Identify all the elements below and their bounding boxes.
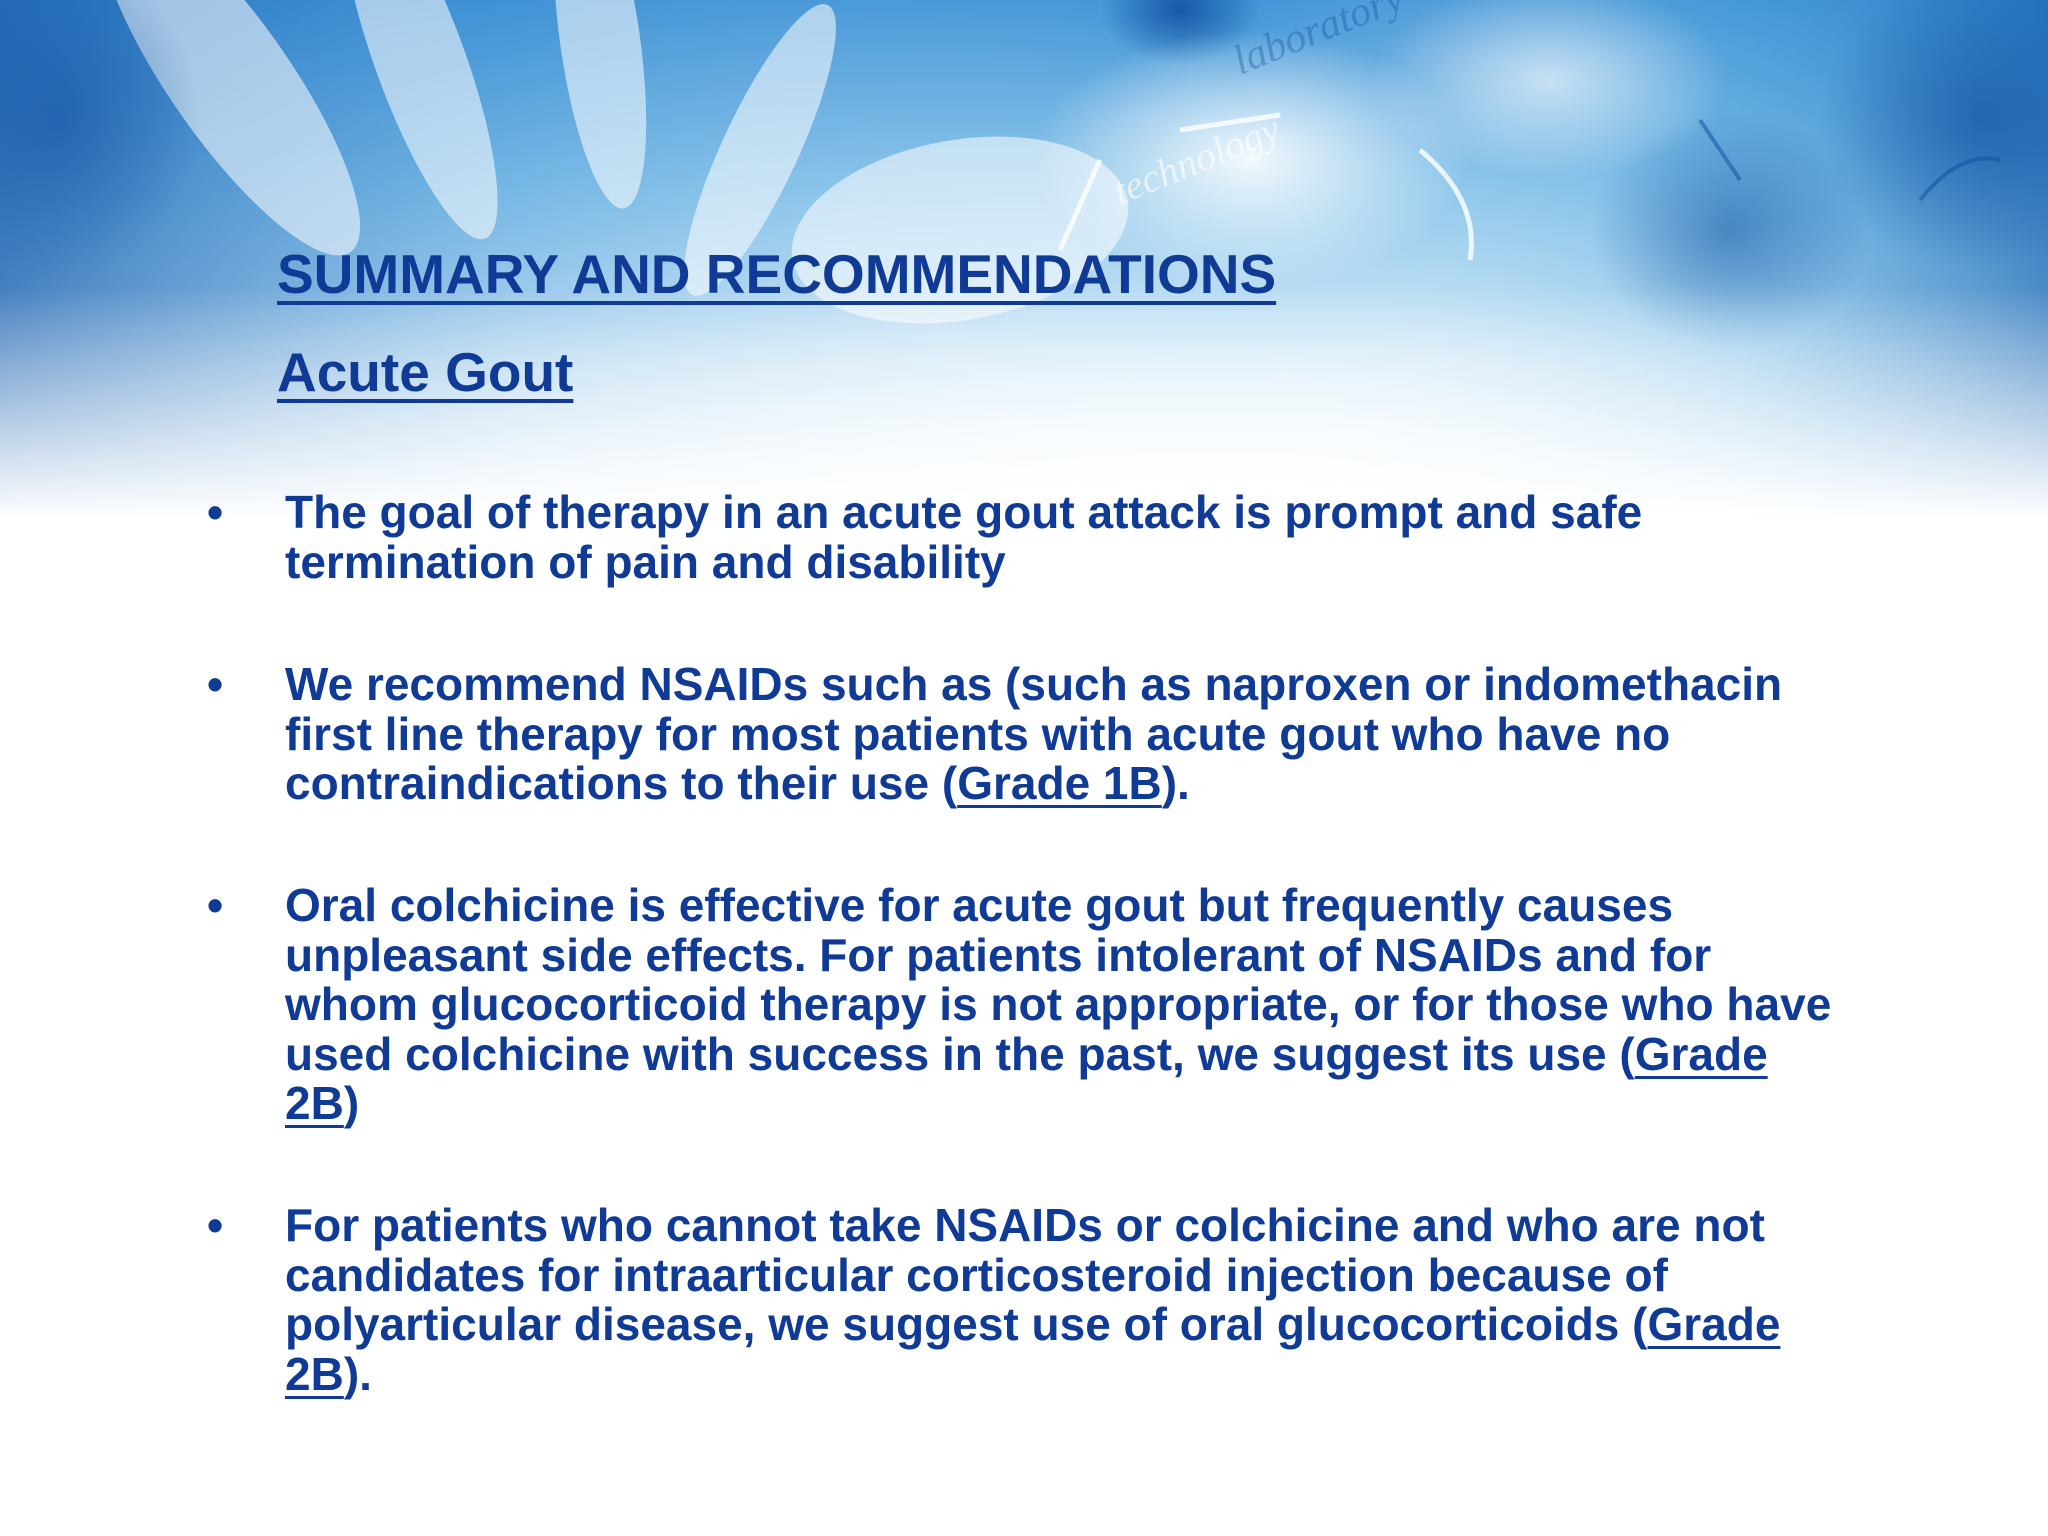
grade-link[interactable]: Grade 1B xyxy=(957,757,1162,809)
slide-subtitle: Acute Gout xyxy=(277,341,574,403)
bullet-text-main: The goal of therapy in an acute gout attack is prompt and safe termination of pain and disability xyxy=(285,486,1643,588)
bullet-text-end: ). xyxy=(1161,757,1190,809)
bullet-text xyxy=(285,660,1845,809)
bullet-text xyxy=(285,881,1845,1129)
bullet-marker: • xyxy=(207,879,224,931)
slide-title: SUMMARY AND RECOMMENDATIONS xyxy=(277,243,1277,305)
grade-link[interactable]: Grade 2B xyxy=(285,1298,1781,1400)
bullet-text-main: We recommend NSAIDs such as (such as naproxen or indomethacin first line therapy for most patients with acute gout who have no contraindications to their use ( xyxy=(285,658,1783,809)
bullet-text xyxy=(285,1201,1845,1399)
bullet-marker: • xyxy=(207,486,224,538)
bullet-text-main: Oral colchicine is effective for acute gout but frequently causes unpleasant side effects. For patients intolerant of NSAIDs and for whom glucocorticoid therapy is not appropriate, or for those who have used colchicine with success in the past, we suggest its use ( xyxy=(285,879,1832,1080)
bullet-marker: • xyxy=(207,658,224,710)
bullet-text xyxy=(285,488,1845,587)
bullet-marker: • xyxy=(207,1199,224,1251)
bullet-text-main: For patients who cannot take NSAIDs or colchicine and who are not candidates for intraarticular corticosteroid injection because of polyarticular disease, we suggest use of oral glucocorticoids ( xyxy=(285,1199,1765,1350)
bullet-text-end: ) xyxy=(343,1077,360,1129)
bullet-text-end: ). xyxy=(343,1347,372,1400)
grade-link[interactable]: Grade 2B xyxy=(285,1027,1768,1129)
